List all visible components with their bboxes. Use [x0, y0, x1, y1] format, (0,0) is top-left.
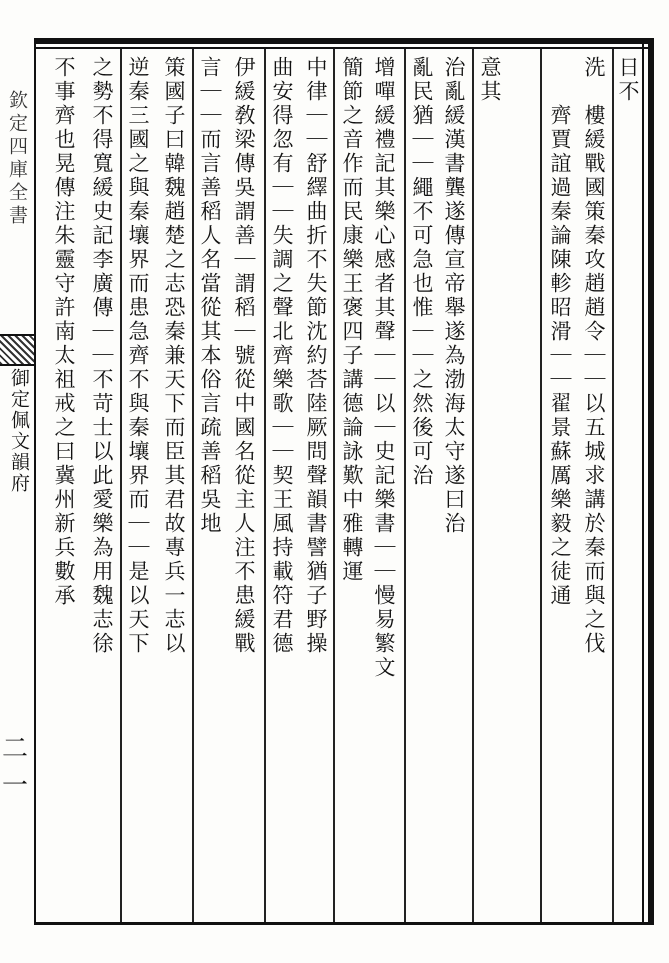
bottom-border: [36, 922, 654, 925]
text-column: 不事齊也晃傳注朱靈守許南太祖戒之曰冀州新兵數承: [52, 56, 76, 608]
text-column: 亂民猶｜｜繩不可急也惟｜｜之然後可治: [410, 56, 434, 488]
column-rule: [612, 49, 614, 922]
text-column: 曲安得忽有｜｜失調之聲北齊樂歌｜｜契王風持載符君德: [270, 56, 294, 656]
text-column: 齊賈誼過秦論陳軫昭滑｜｜翟景蘇厲樂毅之徒通: [548, 56, 572, 608]
text-column: 策國子曰韓魏趙楚之志恐秦兼天下而臣其君故專兵一志以: [162, 56, 186, 656]
text-column: 增嘽緩禮記其樂心感者其聲｜｜以｜史記樂書｜｜慢易繁文: [372, 56, 396, 680]
text-column: 意其: [478, 56, 502, 104]
text-column: 言｜｜而言善稻人名當從其本俗言疏善稻吳地: [198, 56, 222, 536]
text-column: 日不: [616, 56, 640, 104]
text-column: 簡節之音作而民康樂王褒四子講德論詠歎中雅轉運: [340, 56, 364, 584]
margin-book-title: 御定佩文韻府: [8, 368, 30, 494]
margin-divider: [34, 38, 36, 925]
column-rule: [264, 49, 266, 922]
fishtail-mark: [0, 334, 34, 366]
book-margin: [0, 38, 36, 925]
page-number: 二一: [2, 734, 29, 801]
text-column: 之勢不得寬緩史記李廣傳｜｜不苛士以此愛樂為用魏志徐: [90, 56, 114, 656]
column-rule: [540, 49, 542, 922]
top-border: [36, 38, 654, 44]
text-column: 逆秦三國之與秦壤界而患急齊不與秦壤界而｜｜是以天下: [126, 56, 150, 656]
column-rule: [404, 49, 406, 922]
text-column: 治亂緩漢書龔遂傳宣帝舉遂為渤海太守遂曰治: [442, 56, 466, 536]
text-column: 洗 樓緩戰國策秦攻趙趙令｜｜以五城求講於秦而與之伐: [582, 56, 606, 656]
margin-top-text: 欽定四庫全書: [6, 90, 28, 228]
top-border-inner: [36, 47, 654, 49]
right-border: [648, 38, 654, 925]
text-column: 中律｜｜舒繹曲折不失節沈約荅陸厥問聲韻書譬猶子野操: [304, 56, 328, 656]
column-rule: [472, 49, 474, 922]
column-rule: [120, 49, 122, 922]
column-rule: [192, 49, 194, 922]
text-column: 伊緩敎梁傳吳謂善｜謂稻｜號從中國名從主人注不患緩戰: [232, 56, 256, 656]
right-border-inner: [642, 38, 644, 925]
column-rule: [333, 49, 335, 922]
